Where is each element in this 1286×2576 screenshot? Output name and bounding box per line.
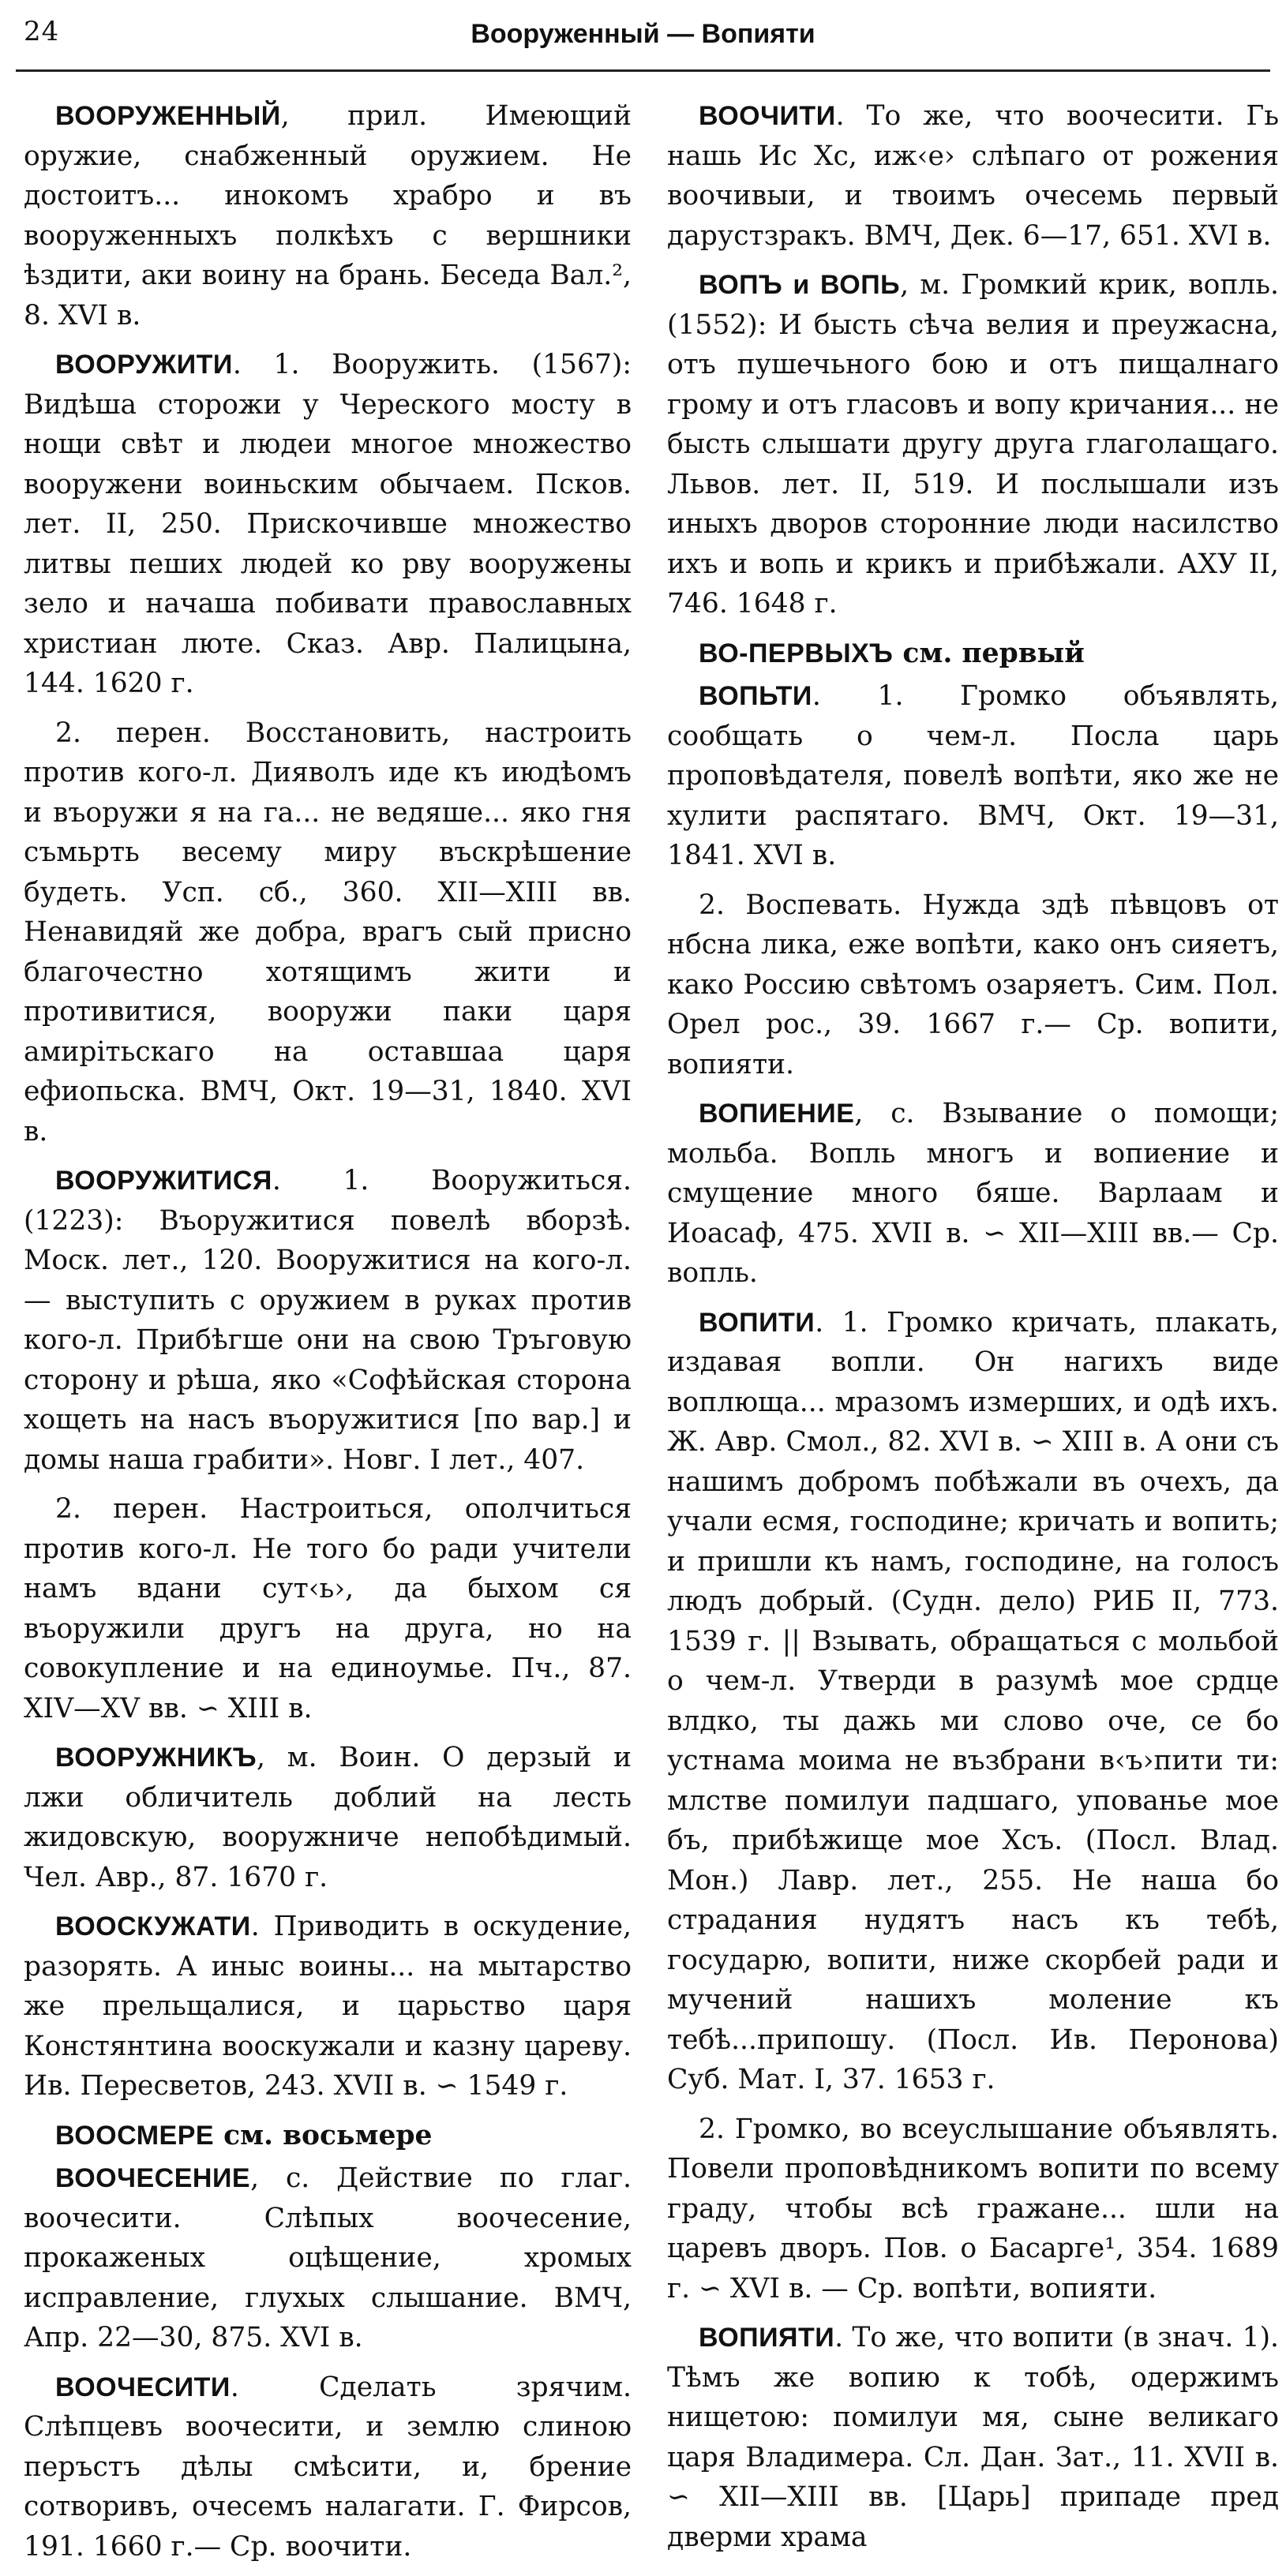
entry-body: . Приводить в оскудение, разорять. А иныс воины... на мытарство же прельщалися, и царьство царя Констянтина вооскужали и казну цареву. Ив. Пересветов, 243. XVII в. ∽ 1549 г. <box>24 1911 632 2102</box>
right-column <box>667 96 1279 2567</box>
page-header <box>16 0 1270 72</box>
entry-body: . 1. Громко кричать, плакать, издавая вопли. Он нагихъ виде воплюща... мразомъ измерших, и одѣ ихъ. Ж. Авр. Смол., 82. XVI в. ∽ XIII в. А они съ нашимъ добромъ побѣжали въ очехъ, да учали есмя, господине; кричать и вопить; и пришли къ намъ, господине, на голосъ людъ добрый. (Судн. дело) РИБ II, 773. 1539 г. || Взывать, обращаться с мольбой о чем-л. Утверди в разумѣ мое срдце влдко, ты дажь ми слово оче, се бо устнама моима не възбрани в‹ъ›пити ти: млстве помилуи падшаго, упованье мое бъ, прибѣжище мое Хсъ. (Посл. Влад. Мон.) Лавр. лет., 255. Не наша бо страдания нудятъ насъ къ тебѣ, государю, вопити, ниже скорбей ради и мучений нашихъ моление къ тебѣ...припошу. (Посл. Ив. Перонова) Суб. Мат. I, 37. 1653 г. <box>667 1306 1279 2095</box>
entry-sense <box>24 1489 632 1728</box>
entry-body: , м. Воин. О дерзый и лжи обличитель доблий на лесть жидовскую, вооружниче непобѣдимый. Чел. Авр., 87. 1670 г. <box>24 1742 632 1893</box>
dictionary-entry <box>667 2318 1279 2557</box>
dictionary-entry <box>24 1161 632 1480</box>
sense-body: 2. перен. Настроиться, ополчиться против кого-л. Не того бо ради учители намъ вдани сут‹ь›, да быхом ся въоружили другъ на друга, но на совокупление и на единоумье. Пч., 87. XIV—XV вв. ∽ XIII в. <box>24 1493 632 1724</box>
entry-body: . То же, что воочесити. Гь нашь Ис Хс, иж‹е› слѣпаго от рожения воочивыи, и твоимъ очесемь первый дарустзракъ. ВМЧ, Дек. 6—17, 651. XVI в. <box>667 100 1279 252</box>
sense-body: 2. Громко, во всеуслышание объявлять. Повели проповѣдникомъ вопити по всему граду, чтобы всѣ гражане... шли на царевъ дворъ. Пов. о Басарге¹, 354. 1689 г. ∽ XVI в. — Ср. вопѣти, вопияти. <box>667 2113 1279 2305</box>
page-number: 24 <box>24 16 60 47</box>
dictionary-entry <box>24 2116 632 2156</box>
running-head: Вооруженный — Вопияти <box>471 19 815 49</box>
entry-body: . 1. Вооружиться. (1223): Въоружитися повелѣ вборзѣ. Моск. лет., 120. Вооружитися на кого-л.— выступить с оружием в руках против кого-л. Прибѣгше они на свою Тръговую сторону и рѣша, яко «Софѣйская сторона хощеть на насъ въоружитися [по вар.] и домы наша грабити». Новг. I лет., 407. <box>24 1165 632 1476</box>
cross-reference: см. восьмере <box>214 2119 433 2151</box>
headword: ВОПИТИ <box>699 1307 815 1338</box>
entry-body: . 1. Вооружить. (1567): Видѣша сторожи у Череского мосту в нощи свѣт и людеи многое множество вооружени воиньским обычаем. Псков. лет. II, 250. Прискочивше множество литвы пеших людей ко рву вооружены зело и начаша побивати православных христиан люте. Сказ. Авр. Палицына, 144. 1620 г. <box>24 349 632 699</box>
headword: ВООРУЖЕННЫЙ <box>55 101 281 131</box>
dictionary-entry <box>667 634 1279 674</box>
left-column <box>24 96 632 2576</box>
sense-body: 2. перен. Восстановить, настроить против кого-л. Дияволъ иде къ июдѣомъ и въоружи я на га... не ведяше... яко гня съмьрть весему миру въскрѣшение будеть. Усп. сб., 360. XII—XIII вв. Ненавидяй же добра, врагъ сый присно благочестно хотящимъ жити и противитися, вооружи паки царя амирітьскаго на оставшаа царя ефиопьска. ВМЧ, Окт. 19—31, 1840. XVI в. <box>24 717 632 1148</box>
headword: ВООРУЖНИКЪ <box>55 1743 257 1773</box>
dictionary-entry <box>24 345 632 704</box>
entry-body: . Сделать зрячим. Слѣпцевъ воочесити, и землю слиною перъстъ дѣлы смѣсити, и, брение сотворивъ, очесемъ налагати. Г. Фирсов, 191. 1660 г.— Ср. воочити. <box>24 2371 632 2563</box>
headword: ВООЧЕСЕНИЕ <box>55 2163 251 2193</box>
headword: ВООРУЖИТИ <box>55 350 233 380</box>
entry-sense <box>667 886 1279 1085</box>
headword: ВО-ПЕРВЫХЪ <box>699 638 894 668</box>
dictionary-entry <box>667 96 1279 256</box>
dictionary-entry <box>24 96 632 335</box>
cross-reference: см. первый <box>893 637 1085 669</box>
headword: ВОПИЯТИ <box>699 2323 835 2353</box>
headword: ВООСКУЖАТИ <box>55 1911 251 1941</box>
entry-body: , м. Громкий крик, вопль. (1552): И бысть сѣча велия и преужасна, отъ пушечьного бою и отъ пищалнаго грому и отъ гласовъ и вопу кричания... не бысть слышати другу друга глаголащаго. Львов. лет. II, 519. И послышали изъ иныхъ дворов сторонние люди насилство ихъ и вопь и крикъ и прибѣжали. АХУ II, 746. 1648 г. <box>667 269 1279 620</box>
entry-sense <box>24 713 632 1152</box>
entry-body: , с. Взывание о помощи; мольба. Вопль многъ и вопиение и смущение много бяше. Варлаам и Иоасаф, 475. XVII в. ∽ XII—XIII вв.— Ср. вопль. <box>667 1098 1279 1289</box>
entry-body: , с. Действие по глаг. воочесити. Слѣпых воочесение, прокаженых оцѣщение, хромых исправление, глухых слышание. ВМЧ, Апр. 22—30, 875. XVI в. <box>24 2162 632 2353</box>
headword: ВООЧИТИ <box>699 101 836 131</box>
headword: ВООРУЖИТИСЯ <box>55 1166 272 1196</box>
dictionary-entry <box>667 265 1279 624</box>
entry-body: . 1. Громко объявлять, сообщать о чем-л. Посла царь проповѣдателя, повелѣ вопѣти, яко же не хулити распятаго. ВМЧ, Окт. 19—31, 1841. XVI в. <box>667 680 1279 871</box>
headword: ВООЧЕСИТИ <box>55 2372 231 2402</box>
dictionary-entry <box>24 2159 632 2358</box>
headword: ВОПЬТИ <box>699 681 812 711</box>
dictionary-entry <box>24 1738 632 1897</box>
headword: ВОПИЕНИЕ <box>699 1099 855 1129</box>
headword: ВОПЪ и ВОПЬ <box>699 270 901 300</box>
dictionary-entry <box>667 1094 1279 1294</box>
entry-body: . То же, что вопити (в знач. 1). Тѣмъ же вопию к тобѣ, одержимъ нищетою: помилуи мя, сыне великаго царя Владимера. Сл. Дан. Зат., 11. XVII в. ∽ XII—XIII вв. [Царь] припаде пред дверми храма <box>667 2322 1279 2553</box>
headword: ВООСМЕРЕ <box>55 2120 215 2151</box>
entry-body: , прил. Имеющий оружие, снабженный оружием. Не достоитъ... инокомъ храбро и въ вооруженныхъ полкѣхъ с вершники ѣздити, аки воину на брань. Беседа Вал.², 8. XVI в. <box>24 100 632 331</box>
dictionary-entry <box>24 2368 632 2567</box>
dictionary-entry <box>667 1303 1279 2100</box>
sense-body: 2. Воспевать. Нужда здѣ пѣвцовъ от нбсна лика, еже вопѣти, како онъ сияетъ, како Россию свѣтомъ озаряетъ. Сим. Пол. Орел рос., 39. 1667 г.— Ср. вопити, вопияти. <box>667 889 1279 1080</box>
dictionary-entry <box>24 1907 632 2106</box>
entry-sense <box>667 2110 1279 2309</box>
dictionary-entry <box>667 676 1279 876</box>
